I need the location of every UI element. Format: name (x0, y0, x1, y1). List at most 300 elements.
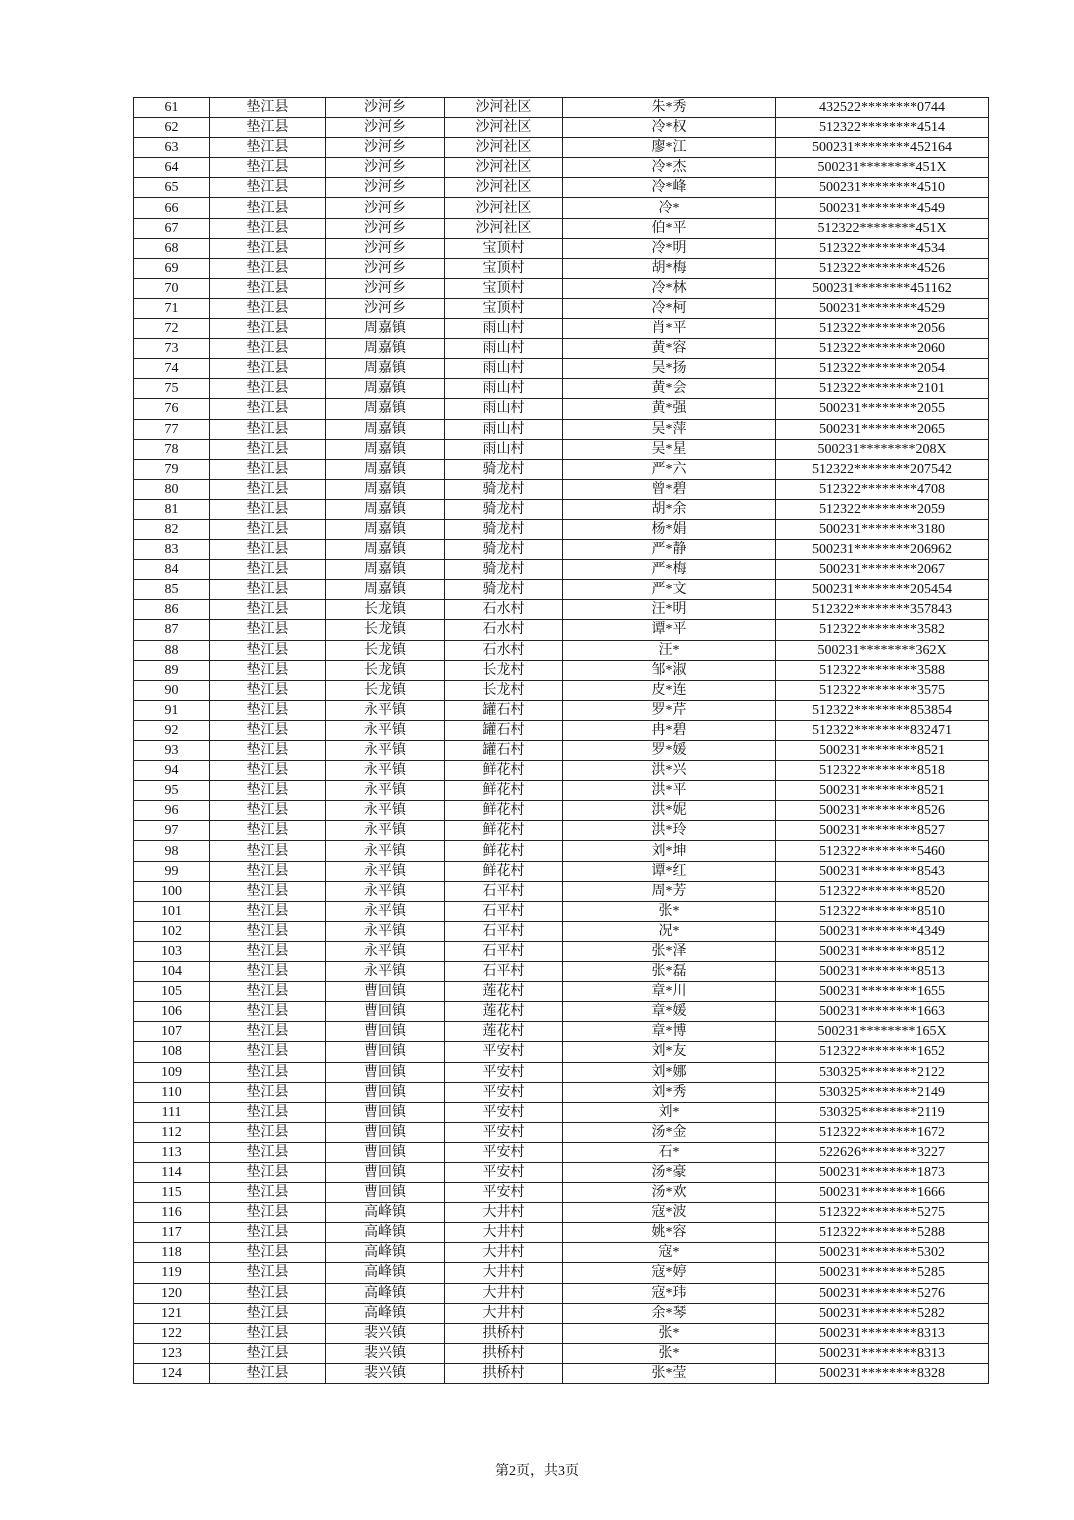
county-cell: 垫江县 (210, 620, 326, 640)
id-number-cell: 512322********3588 (776, 660, 989, 680)
village-cell: 宝顶村 (445, 278, 563, 298)
table-row (134, 962, 989, 982)
village-cell: 平安村 (445, 1162, 563, 1182)
row-number: 110 (134, 1082, 210, 1102)
table-row (134, 439, 989, 459)
id-number-cell: 512322********2059 (776, 499, 989, 519)
village-cell: 骑龙村 (445, 519, 563, 539)
village-cell: 石平村 (445, 941, 563, 961)
village-cell: 沙河社区 (445, 218, 563, 238)
table-row (134, 540, 989, 560)
town-cell: 高峰镇 (326, 1283, 445, 1303)
table-row (134, 1122, 989, 1142)
county-cell: 垫江县 (210, 801, 326, 821)
row-number: 80 (134, 479, 210, 499)
table-row (134, 98, 989, 118)
name-cell: 吴*萍 (563, 419, 776, 439)
town-cell: 沙河乡 (326, 178, 445, 198)
town-cell: 周嘉镇 (326, 479, 445, 499)
table-row (134, 1343, 989, 1363)
county-cell: 垫江县 (210, 1183, 326, 1203)
name-cell: 吴*扬 (563, 359, 776, 379)
table-row (134, 238, 989, 258)
name-cell: 刘* (563, 1102, 776, 1122)
village-cell: 拱桥村 (445, 1363, 563, 1383)
row-number: 98 (134, 841, 210, 861)
table-row (134, 680, 989, 700)
county-cell: 垫江县 (210, 379, 326, 399)
town-cell: 曹回镇 (326, 982, 445, 1002)
town-cell: 沙河乡 (326, 258, 445, 278)
id-number-cell: 512322********5460 (776, 841, 989, 861)
row-number: 109 (134, 1062, 210, 1082)
row-number: 68 (134, 238, 210, 258)
table-row (134, 218, 989, 238)
town-cell: 高峰镇 (326, 1223, 445, 1243)
county-cell: 垫江县 (210, 399, 326, 419)
row-number: 123 (134, 1343, 210, 1363)
row-number: 103 (134, 941, 210, 961)
roster-table-body (134, 98, 989, 1384)
town-cell: 永平镇 (326, 821, 445, 841)
name-cell: 章*博 (563, 1022, 776, 1042)
id-number-cell: 512322********4708 (776, 479, 989, 499)
row-number: 120 (134, 1283, 210, 1303)
town-cell: 长龙镇 (326, 680, 445, 700)
row-number: 97 (134, 821, 210, 841)
name-cell: 冷*权 (563, 118, 776, 138)
table-row (134, 941, 989, 961)
id-number-cell: 500231********205454 (776, 580, 989, 600)
town-cell: 曹回镇 (326, 1183, 445, 1203)
id-number-cell: 500231********1666 (776, 1183, 989, 1203)
name-cell: 汪*明 (563, 600, 776, 620)
town-cell: 高峰镇 (326, 1203, 445, 1223)
village-cell: 骑龙村 (445, 580, 563, 600)
row-number: 62 (134, 118, 210, 138)
village-cell: 石平村 (445, 962, 563, 982)
county-cell: 垫江县 (210, 1363, 326, 1383)
row-number: 75 (134, 379, 210, 399)
name-cell: 洪*妮 (563, 801, 776, 821)
table-row (134, 821, 989, 841)
row-number: 82 (134, 519, 210, 539)
id-number-cell: 500231********8313 (776, 1323, 989, 1343)
table-row (134, 298, 989, 318)
row-number: 71 (134, 298, 210, 318)
id-number-cell: 500231********1663 (776, 1002, 989, 1022)
table-row (134, 1042, 989, 1062)
table-row (134, 1303, 989, 1323)
county-cell: 垫江县 (210, 198, 326, 218)
village-cell: 骑龙村 (445, 499, 563, 519)
name-cell: 黄*强 (563, 399, 776, 419)
county-cell: 垫江县 (210, 419, 326, 439)
name-cell: 寇*婷 (563, 1263, 776, 1283)
county-cell: 垫江县 (210, 1343, 326, 1363)
id-number-cell: 500231********5282 (776, 1303, 989, 1323)
row-number: 89 (134, 660, 210, 680)
name-cell: 罗*媛 (563, 741, 776, 761)
id-number-cell: 522626********3227 (776, 1142, 989, 1162)
table-row (134, 741, 989, 761)
town-cell: 周嘉镇 (326, 439, 445, 459)
county-cell: 垫江县 (210, 238, 326, 258)
town-cell: 长龙镇 (326, 640, 445, 660)
row-number: 107 (134, 1022, 210, 1042)
town-cell: 永平镇 (326, 861, 445, 881)
name-cell: 张*磊 (563, 962, 776, 982)
row-number: 66 (134, 198, 210, 218)
table-row (134, 881, 989, 901)
id-number-cell: 500231********8313 (776, 1343, 989, 1363)
table-row (134, 1082, 989, 1102)
name-cell: 洪*玲 (563, 821, 776, 841)
table-row (134, 580, 989, 600)
county-cell: 垫江县 (210, 158, 326, 178)
town-cell: 周嘉镇 (326, 580, 445, 600)
county-cell: 垫江县 (210, 700, 326, 720)
table-row (134, 359, 989, 379)
town-cell: 周嘉镇 (326, 459, 445, 479)
table-row (134, 982, 989, 1002)
village-cell: 罐石村 (445, 720, 563, 740)
county-cell: 垫江县 (210, 901, 326, 921)
name-cell: 严*静 (563, 540, 776, 560)
table-row (134, 781, 989, 801)
id-number-cell: 500231********2067 (776, 560, 989, 580)
table-row (134, 278, 989, 298)
row-number: 74 (134, 359, 210, 379)
name-cell: 冉*碧 (563, 720, 776, 740)
id-number-cell: 500231********8521 (776, 781, 989, 801)
village-cell: 平安村 (445, 1102, 563, 1122)
id-number-cell: 500231********4349 (776, 921, 989, 941)
county-cell: 垫江县 (210, 1223, 326, 1243)
row-number: 92 (134, 720, 210, 740)
county-cell: 垫江县 (210, 138, 326, 158)
id-number-cell: 500231********8512 (776, 941, 989, 961)
table-row (134, 761, 989, 781)
county-cell: 垫江县 (210, 720, 326, 740)
village-cell: 莲花村 (445, 1022, 563, 1042)
name-cell: 况* (563, 921, 776, 941)
town-cell: 曹回镇 (326, 1002, 445, 1022)
village-cell: 鲜花村 (445, 781, 563, 801)
village-cell: 骑龙村 (445, 560, 563, 580)
county-cell: 垫江县 (210, 741, 326, 761)
table-row (134, 118, 989, 138)
county-cell: 垫江县 (210, 439, 326, 459)
county-cell: 垫江县 (210, 1263, 326, 1283)
town-cell: 周嘉镇 (326, 379, 445, 399)
name-cell: 冷*柯 (563, 298, 776, 318)
town-cell: 沙河乡 (326, 98, 445, 118)
name-cell: 严*六 (563, 459, 776, 479)
village-cell: 平安村 (445, 1122, 563, 1142)
id-number-cell: 512322********2101 (776, 379, 989, 399)
name-cell: 张* (563, 901, 776, 921)
name-cell: 皮*连 (563, 680, 776, 700)
village-cell: 莲花村 (445, 1002, 563, 1022)
county-cell: 垫江县 (210, 339, 326, 359)
county-cell: 垫江县 (210, 761, 326, 781)
id-number-cell: 512322********451X (776, 218, 989, 238)
name-cell: 廖*江 (563, 138, 776, 158)
town-cell: 永平镇 (326, 700, 445, 720)
id-number-cell: 512322********4514 (776, 118, 989, 138)
village-cell: 大井村 (445, 1223, 563, 1243)
row-number: 91 (134, 700, 210, 720)
row-number: 106 (134, 1002, 210, 1022)
table-row (134, 1142, 989, 1162)
county-cell: 垫江县 (210, 962, 326, 982)
village-cell: 大井村 (445, 1243, 563, 1263)
id-number-cell: 500231********4549 (776, 198, 989, 218)
id-number-cell: 512322********5288 (776, 1223, 989, 1243)
town-cell: 永平镇 (326, 761, 445, 781)
name-cell: 张* (563, 1343, 776, 1363)
id-number-cell: 512322********4534 (776, 238, 989, 258)
village-cell: 宝顶村 (445, 258, 563, 278)
id-number-cell: 512322********3582 (776, 620, 989, 640)
table-row (134, 258, 989, 278)
county-cell: 垫江县 (210, 941, 326, 961)
town-cell: 永平镇 (326, 941, 445, 961)
table-row (134, 720, 989, 740)
town-cell: 周嘉镇 (326, 399, 445, 419)
village-cell: 平安村 (445, 1082, 563, 1102)
table-row (134, 700, 989, 720)
county-cell: 垫江县 (210, 1042, 326, 1062)
row-number: 112 (134, 1122, 210, 1142)
village-cell: 石水村 (445, 640, 563, 660)
name-cell: 周*芳 (563, 881, 776, 901)
row-number: 104 (134, 962, 210, 982)
table-row (134, 479, 989, 499)
row-number: 83 (134, 540, 210, 560)
roster-table (133, 97, 989, 1384)
table-row (134, 459, 989, 479)
name-cell: 张*泽 (563, 941, 776, 961)
table-row (134, 901, 989, 921)
county-cell: 垫江县 (210, 319, 326, 339)
county-cell: 垫江县 (210, 1283, 326, 1303)
town-cell: 裴兴镇 (326, 1363, 445, 1383)
county-cell: 垫江县 (210, 218, 326, 238)
name-cell: 姚*容 (563, 1223, 776, 1243)
row-number: 96 (134, 801, 210, 821)
table-row (134, 419, 989, 439)
village-cell: 罐石村 (445, 741, 563, 761)
county-cell: 垫江县 (210, 499, 326, 519)
name-cell: 黄*容 (563, 339, 776, 359)
table-row (134, 1223, 989, 1243)
name-cell: 张* (563, 1323, 776, 1343)
id-number-cell: 512322********1672 (776, 1122, 989, 1142)
county-cell: 垫江县 (210, 1303, 326, 1323)
name-cell: 肖*平 (563, 319, 776, 339)
id-number-cell: 500231********362X (776, 640, 989, 660)
name-cell: 胡*余 (563, 499, 776, 519)
county-cell: 垫江县 (210, 479, 326, 499)
id-number-cell: 500231********8543 (776, 861, 989, 881)
name-cell: 谭*红 (563, 861, 776, 881)
county-cell: 垫江县 (210, 359, 326, 379)
town-cell: 沙河乡 (326, 218, 445, 238)
row-number: 61 (134, 98, 210, 118)
id-number-cell: 512322********2060 (776, 339, 989, 359)
row-number: 93 (134, 741, 210, 761)
table-row (134, 158, 989, 178)
town-cell: 高峰镇 (326, 1263, 445, 1283)
village-cell: 沙河社区 (445, 178, 563, 198)
county-cell: 垫江县 (210, 1243, 326, 1263)
table-row (134, 178, 989, 198)
id-number-cell: 500231********165X (776, 1022, 989, 1042)
row-number: 88 (134, 640, 210, 660)
county-cell: 垫江县 (210, 519, 326, 539)
id-number-cell: 512322********3575 (776, 680, 989, 700)
county-cell: 垫江县 (210, 1022, 326, 1042)
name-cell: 章*川 (563, 982, 776, 1002)
town-cell: 永平镇 (326, 720, 445, 740)
town-cell: 沙河乡 (326, 138, 445, 158)
village-cell: 长龙村 (445, 680, 563, 700)
county-cell: 垫江县 (210, 680, 326, 700)
id-number-cell: 500231********8527 (776, 821, 989, 841)
town-cell: 周嘉镇 (326, 519, 445, 539)
name-cell: 刘*坤 (563, 841, 776, 861)
id-number-cell: 432522********0744 (776, 98, 989, 118)
id-number-cell: 500231********2065 (776, 419, 989, 439)
table-row (134, 640, 989, 660)
table-row (134, 339, 989, 359)
id-number-cell: 500231********208X (776, 439, 989, 459)
row-number: 76 (134, 399, 210, 419)
row-number: 95 (134, 781, 210, 801)
name-cell: 伯*平 (563, 218, 776, 238)
village-cell: 平安村 (445, 1142, 563, 1162)
id-number-cell: 530325********2122 (776, 1062, 989, 1082)
id-number-cell: 530325********2149 (776, 1082, 989, 1102)
town-cell: 永平镇 (326, 881, 445, 901)
row-number: 94 (134, 761, 210, 781)
table-row (134, 1002, 989, 1022)
village-cell: 雨山村 (445, 359, 563, 379)
table-row (134, 399, 989, 419)
table-row (134, 620, 989, 640)
table-row (134, 841, 989, 861)
name-cell: 洪*兴 (563, 761, 776, 781)
town-cell: 沙河乡 (326, 278, 445, 298)
name-cell: 汤*欢 (563, 1183, 776, 1203)
name-cell: 朱*秀 (563, 98, 776, 118)
county-cell: 垫江县 (210, 98, 326, 118)
name-cell: 寇* (563, 1243, 776, 1263)
name-cell: 胡*梅 (563, 258, 776, 278)
town-cell: 曹回镇 (326, 1102, 445, 1122)
table-row (134, 499, 989, 519)
town-cell: 曹回镇 (326, 1042, 445, 1062)
village-cell: 骑龙村 (445, 540, 563, 560)
village-cell: 鲜花村 (445, 801, 563, 821)
id-number-cell: 512322********5275 (776, 1203, 989, 1223)
id-number-cell: 500231********5285 (776, 1263, 989, 1283)
county-cell: 垫江县 (210, 861, 326, 881)
row-number: 122 (134, 1323, 210, 1343)
name-cell: 杨*娟 (563, 519, 776, 539)
village-cell: 罐石村 (445, 700, 563, 720)
name-cell: 刘*秀 (563, 1082, 776, 1102)
county-cell: 垫江县 (210, 1102, 326, 1122)
page-indicator: 第2页，共3页 (495, 1464, 579, 1479)
table-row (134, 519, 989, 539)
row-number: 111 (134, 1102, 210, 1122)
county-cell: 垫江县 (210, 278, 326, 298)
name-cell: 严*文 (563, 580, 776, 600)
row-number: 99 (134, 861, 210, 881)
village-cell: 拱桥村 (445, 1323, 563, 1343)
name-cell: 曾*碧 (563, 479, 776, 499)
town-cell: 曹回镇 (326, 1082, 445, 1102)
village-cell: 大井村 (445, 1263, 563, 1283)
village-cell: 雨山村 (445, 339, 563, 359)
table-row (134, 319, 989, 339)
village-cell: 沙河社区 (445, 98, 563, 118)
id-number-cell: 500231********452164 (776, 138, 989, 158)
name-cell: 汪* (563, 640, 776, 660)
id-number-cell: 500231********5302 (776, 1243, 989, 1263)
village-cell: 石水村 (445, 620, 563, 640)
id-number-cell: 530325********2119 (776, 1102, 989, 1122)
row-number: 102 (134, 921, 210, 941)
row-number: 114 (134, 1162, 210, 1182)
village-cell: 鲜花村 (445, 861, 563, 881)
town-cell: 周嘉镇 (326, 419, 445, 439)
town-cell: 永平镇 (326, 921, 445, 941)
name-cell: 黄*会 (563, 379, 776, 399)
town-cell: 永平镇 (326, 781, 445, 801)
id-number-cell: 500231********8513 (776, 962, 989, 982)
county-cell: 垫江县 (210, 540, 326, 560)
row-number: 69 (134, 258, 210, 278)
county-cell: 垫江县 (210, 1142, 326, 1162)
table-row (134, 379, 989, 399)
county-cell: 垫江县 (210, 1203, 326, 1223)
town-cell: 裴兴镇 (326, 1323, 445, 1343)
table-row (134, 660, 989, 680)
town-cell: 长龙镇 (326, 600, 445, 620)
id-number-cell: 500231********3180 (776, 519, 989, 539)
county-cell: 垫江县 (210, 640, 326, 660)
id-number-cell: 500231********451X (776, 158, 989, 178)
id-number-cell: 512322********2056 (776, 319, 989, 339)
name-cell: 寇*波 (563, 1203, 776, 1223)
village-cell: 大井村 (445, 1283, 563, 1303)
row-number: 118 (134, 1243, 210, 1263)
row-number: 116 (134, 1203, 210, 1223)
name-cell: 章*媛 (563, 1002, 776, 1022)
county-cell: 垫江县 (210, 459, 326, 479)
town-cell: 沙河乡 (326, 118, 445, 138)
village-cell: 石平村 (445, 881, 563, 901)
id-number-cell: 512322********4526 (776, 258, 989, 278)
town-cell: 长龙镇 (326, 660, 445, 680)
county-cell: 垫江县 (210, 1162, 326, 1182)
table-row (134, 1162, 989, 1182)
town-cell: 曹回镇 (326, 1122, 445, 1142)
